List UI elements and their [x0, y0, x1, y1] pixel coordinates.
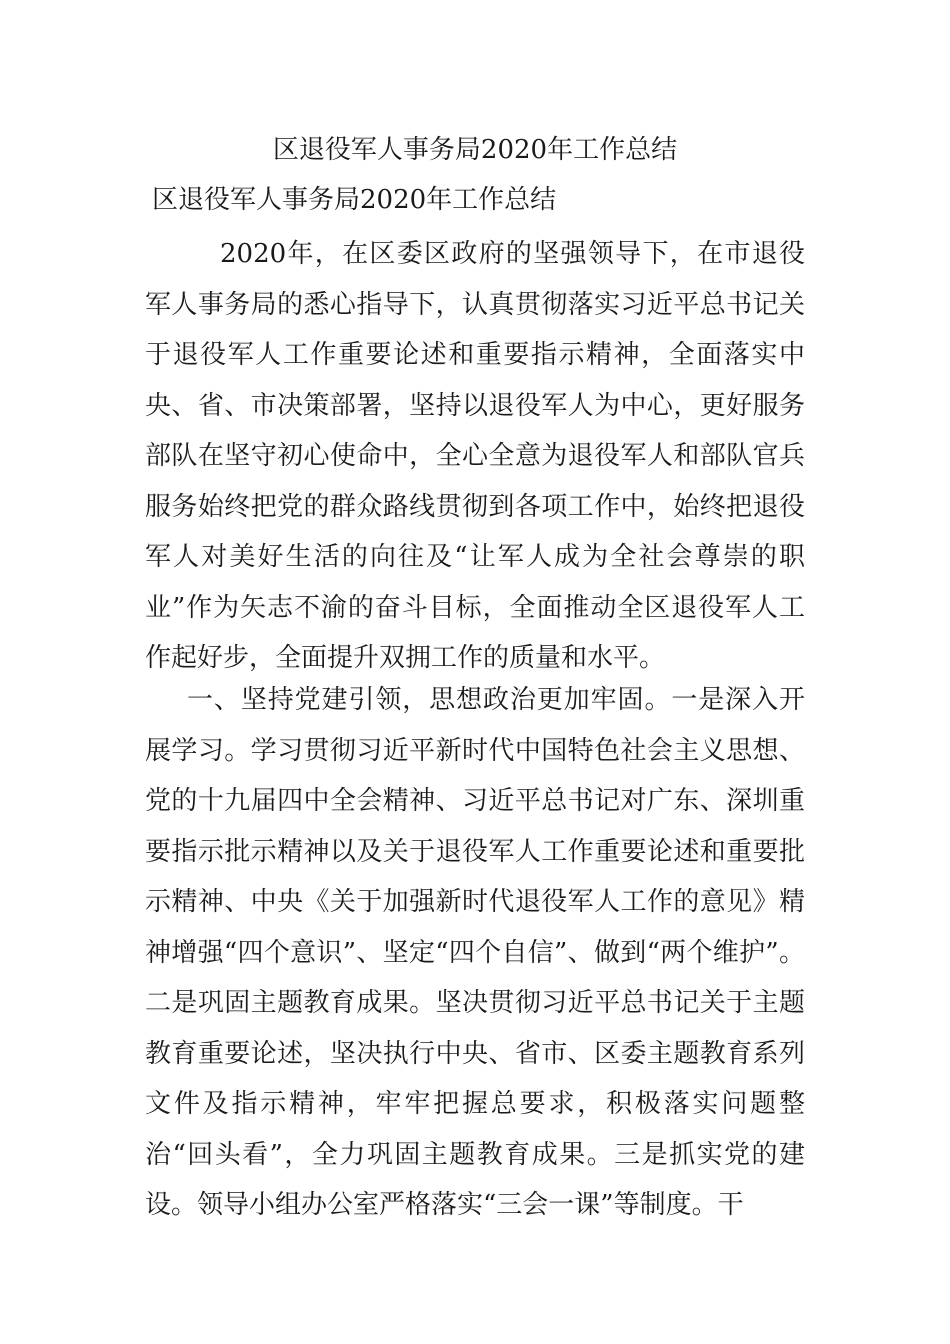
- body-paragraph-intro: 2020年，在区委区政府的坚强领导下，在市退役军人事务局的悉心指导下，认真贯彻落实习近平总书记关于退役军人工作重要论述和重要指示精神，全面落实中央、省、市决策部署，坚持以退役军人为中心，更好服务部队在坚守初心使命中，全心全意为退役军人和部队官兵服务始终把党的群众路线贯彻到各项工作中，始终把退役军人对美好生活的向往及“让军人成为全社会尊崇的职业”作为矢志不渝的奋斗目标，全面推动全区退役军人工作起好步，全面提升双拥工作的质量和水平。: [145, 239, 805, 673]
- document-subtitle: 区退役军人事务局2020年工作总结: [152, 185, 557, 215]
- document-title: 区退役军人事务局2020年工作总结: [272, 135, 678, 165]
- body-paragraph-section-one: 一、坚持党建引领，思想政治更加牢固。一是深入开展学习。学习贯彻习近平新时代中国特色社会主义思想、党的十九届四中全会精神、习近平总书记对广东、深圳重要指示批示精神以及关于退役军人工作重要论述和重要批示精神、中央《关于加强新时代退役军人工作的意见》精神增强“四个意识”、坚定“四个自信”、做到“两个维护”。二是巩固主题教育成果。坚决贯彻习近平总书记关于主题教育重要论述，坚决执行中央、省市、区委主题教育系列文件及指示精神，牢牢把握总要求，积极落实问题整治“回头看”，全力巩固主题教育成果。三是抓实党的建设。领导小组办公室严格落实“三会一课”等制度。干: [145, 685, 805, 1220]
